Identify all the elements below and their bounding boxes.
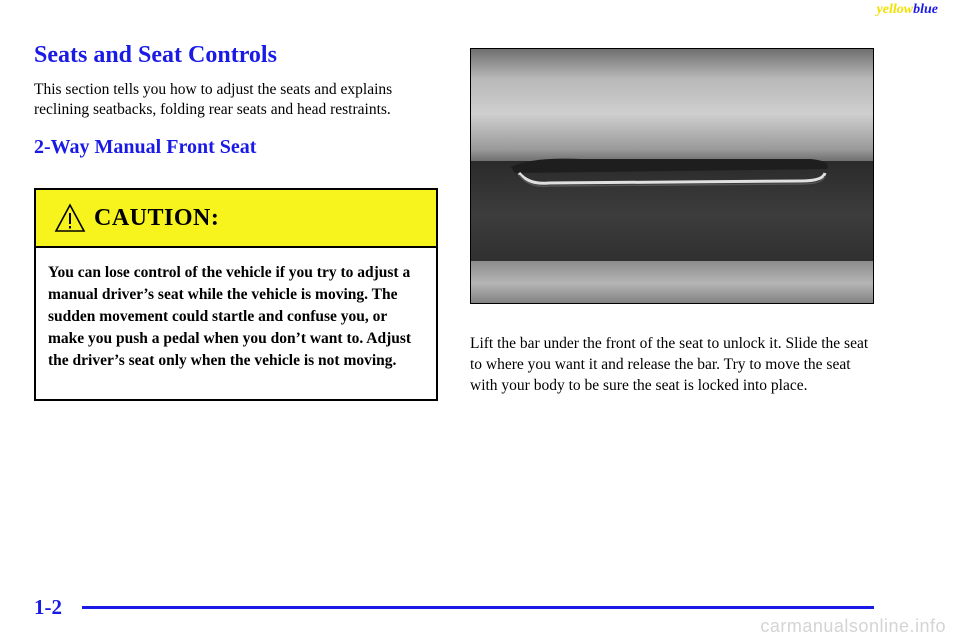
seat-bar-photo bbox=[470, 48, 874, 304]
instructions-text: Lift the bar under the front of the seat to unlock it. Slide the seat to where you want it and release the bar. Try to move the seat with your body to be sure the seat is locked into place. bbox=[470, 335, 869, 394]
footer-rule bbox=[82, 606, 874, 609]
caution-title: CAUTION: bbox=[94, 204, 220, 231]
color-tag-yellow: yellow bbox=[876, 2, 914, 17]
warning-triangle-icon bbox=[54, 203, 86, 233]
subsection-title: 2-Way Manual Front Seat bbox=[34, 136, 257, 158]
left-column bbox=[34, 38, 444, 160]
watermark: carmanualsonline.info bbox=[760, 616, 946, 636]
color-tag bbox=[877, 2, 938, 18]
caution-box bbox=[34, 188, 438, 401]
section-intro: This section tells you how to adjust the seats and explains reclining seatbacks, folding rear seats and head restraints. bbox=[34, 81, 393, 118]
caution-body: You can lose control of the vehicle if you try to adjust a manual driver’s seat while the vehicle is moving. The sudden movement could startle and confuse you, or make you push a pedal when you don’t want to. Adjust the driver’s seat only when the vehicle is not moving. bbox=[48, 264, 412, 369]
section-title: Seats and Seat Controls bbox=[34, 42, 277, 68]
seat-bar-illustration bbox=[471, 49, 874, 304]
caution-header bbox=[36, 190, 436, 248]
page-number: 1-2 bbox=[34, 595, 62, 619]
color-tag-blue: blue bbox=[913, 2, 938, 17]
